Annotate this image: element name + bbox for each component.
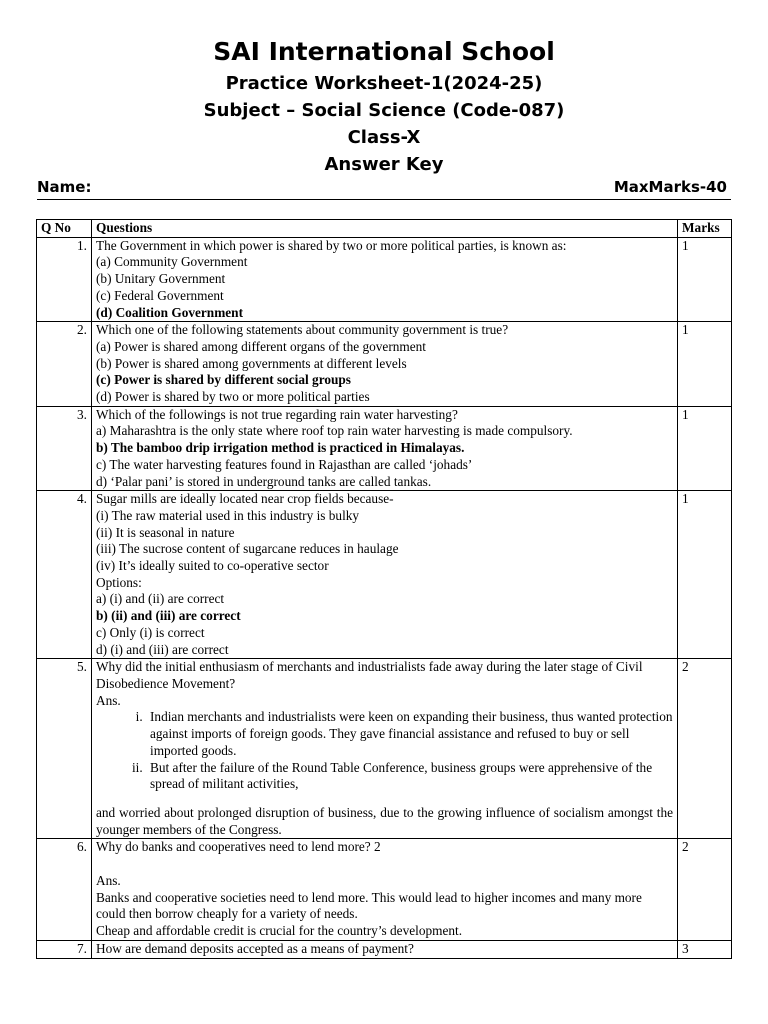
statement: (iii) The sucrose content of sugarcane reduces in haulage — [96, 541, 399, 557]
answer-text: Banks and cooperative societies need to lend more. This would lead to higher incomes and many more could then borrow cheaply for a variety of needs. — [96, 889, 642, 922]
option: a) Maharashtra is the only state where roof top rain water harvesting is made compulsory. — [96, 423, 573, 439]
question-cell — [92, 322, 678, 407]
worksheet-title: Practice Worksheet-1(2024-25) — [225, 73, 543, 94]
question-cell — [92, 839, 678, 941]
question-stem: The Government in which power is shared by two or more political parties, is known as: — [96, 237, 567, 253]
question-number: 5. — [37, 659, 92, 839]
answer-label: Ans. — [96, 873, 121, 889]
statement: (iv) It’s ideally suited to co-operative sector — [96, 558, 329, 574]
question-marks: 1 — [678, 491, 732, 659]
subject-title: Subject – Social Science (Code-087) — [203, 100, 565, 121]
answer-point: i. Indian merchants and industrialists were keen on expanding their business, thus wanted protection against imports of foreign goods. They gave financial assistance and refused to buy or sell imported goods. — [146, 709, 673, 759]
question-number: 1. — [37, 237, 92, 322]
correct-option: (d) Coalition Government — [96, 304, 243, 320]
school-name: SAI International School — [213, 37, 555, 66]
question-stem: Which one of the following statements about community government is true? — [96, 322, 509, 338]
question-cell — [92, 659, 678, 839]
table-row — [37, 237, 732, 322]
max-marks: MaxMarks-40 — [613, 178, 727, 196]
question-marks: 1 — [678, 322, 732, 407]
correct-option: b) (ii) and (iii) are correct — [96, 608, 241, 624]
table-row — [37, 406, 732, 491]
answer-text: and worried about prolonged disruption of business, due to the growing influence of socialism amongst the younger members of the Congress. — [96, 804, 673, 837]
question-cell — [92, 237, 678, 322]
table-row — [37, 839, 732, 941]
option: (c) Federal Government — [96, 287, 224, 303]
question-number: 3. — [37, 406, 92, 491]
option: (a) Community Government — [96, 254, 248, 270]
header-qno: Q No — [37, 220, 92, 238]
table-row — [37, 940, 732, 958]
statement: (ii) It is seasonal in nature — [96, 524, 235, 540]
option: c) The water harvesting features found in Rajasthan are called ‘johads’ — [96, 456, 473, 472]
header-marks: Marks — [678, 220, 732, 238]
options-label: Options: — [96, 574, 142, 590]
question-marks: 1 — [678, 237, 732, 322]
option: (d) Power is shared by two or more political parties — [96, 389, 370, 405]
statement: (i) The raw material used in this industry is bulky — [96, 507, 360, 523]
question-number: 2. — [37, 322, 92, 407]
question-marks: 2 — [678, 659, 732, 839]
option: d) ‘Palar pani’ is stored in underground tanks are called tankas. — [96, 473, 432, 489]
question-marks: 2 — [678, 839, 732, 941]
answer-points — [96, 709, 673, 793]
answer-key-title: Answer Key — [324, 154, 444, 175]
question-stem: How are demand deposits accepted as a means of payment? — [96, 940, 414, 956]
option: c) Only (i) is correct — [96, 624, 205, 640]
question-marks: 3 — [678, 940, 732, 958]
answer-text: Cheap and affordable credit is crucial for the country’s development. — [96, 923, 463, 939]
answer-label: Ans. — [96, 692, 121, 708]
option: a) (i) and (ii) are correct — [96, 591, 225, 607]
question-stem: Sugar mills are ideally located near crop fields because- — [96, 491, 394, 507]
answer-point: ii. But after the failure of the Round Table Conference, business groups were apprehensive of the spread of militant activities, — [146, 760, 673, 793]
class-title: Class-X — [347, 127, 421, 148]
question-cell — [92, 940, 678, 958]
question-cell — [92, 406, 678, 491]
question-stem: Why did the initial enthusiasm of merchants and industrialists fade away during the later stage of Civil Disobedience Movement? — [96, 659, 643, 691]
question-marks: 1 — [678, 406, 732, 491]
header-questions: Questions — [92, 220, 678, 238]
option: d) (i) and (iii) are correct — [96, 641, 229, 657]
option: (b) Power is shared among governments at different levels — [96, 355, 407, 371]
correct-option: b) The bamboo drip irrigation method is practiced in Himalayas. — [96, 440, 465, 456]
option: (a) Power is shared among different organs of the government — [96, 338, 426, 354]
question-number: 7. — [37, 940, 92, 958]
question-number: 6. — [37, 839, 92, 941]
questions-table — [36, 219, 732, 959]
table-header-row — [37, 220, 732, 238]
name-label: Name: — [37, 178, 92, 196]
correct-option: (c) Power is shared by different social groups — [96, 372, 351, 388]
option: (b) Unitary Government — [96, 271, 226, 287]
table-row — [37, 491, 732, 659]
question-stem: Why do banks and cooperatives need to lend more? 2 — [96, 839, 381, 855]
question-stem: Which of the followings is not true regarding rain water harvesting? — [96, 406, 458, 422]
question-cell — [92, 491, 678, 659]
name-marks-bar — [37, 177, 731, 200]
table-row — [37, 322, 732, 407]
question-number: 4. — [37, 491, 92, 659]
table-row — [37, 659, 732, 839]
